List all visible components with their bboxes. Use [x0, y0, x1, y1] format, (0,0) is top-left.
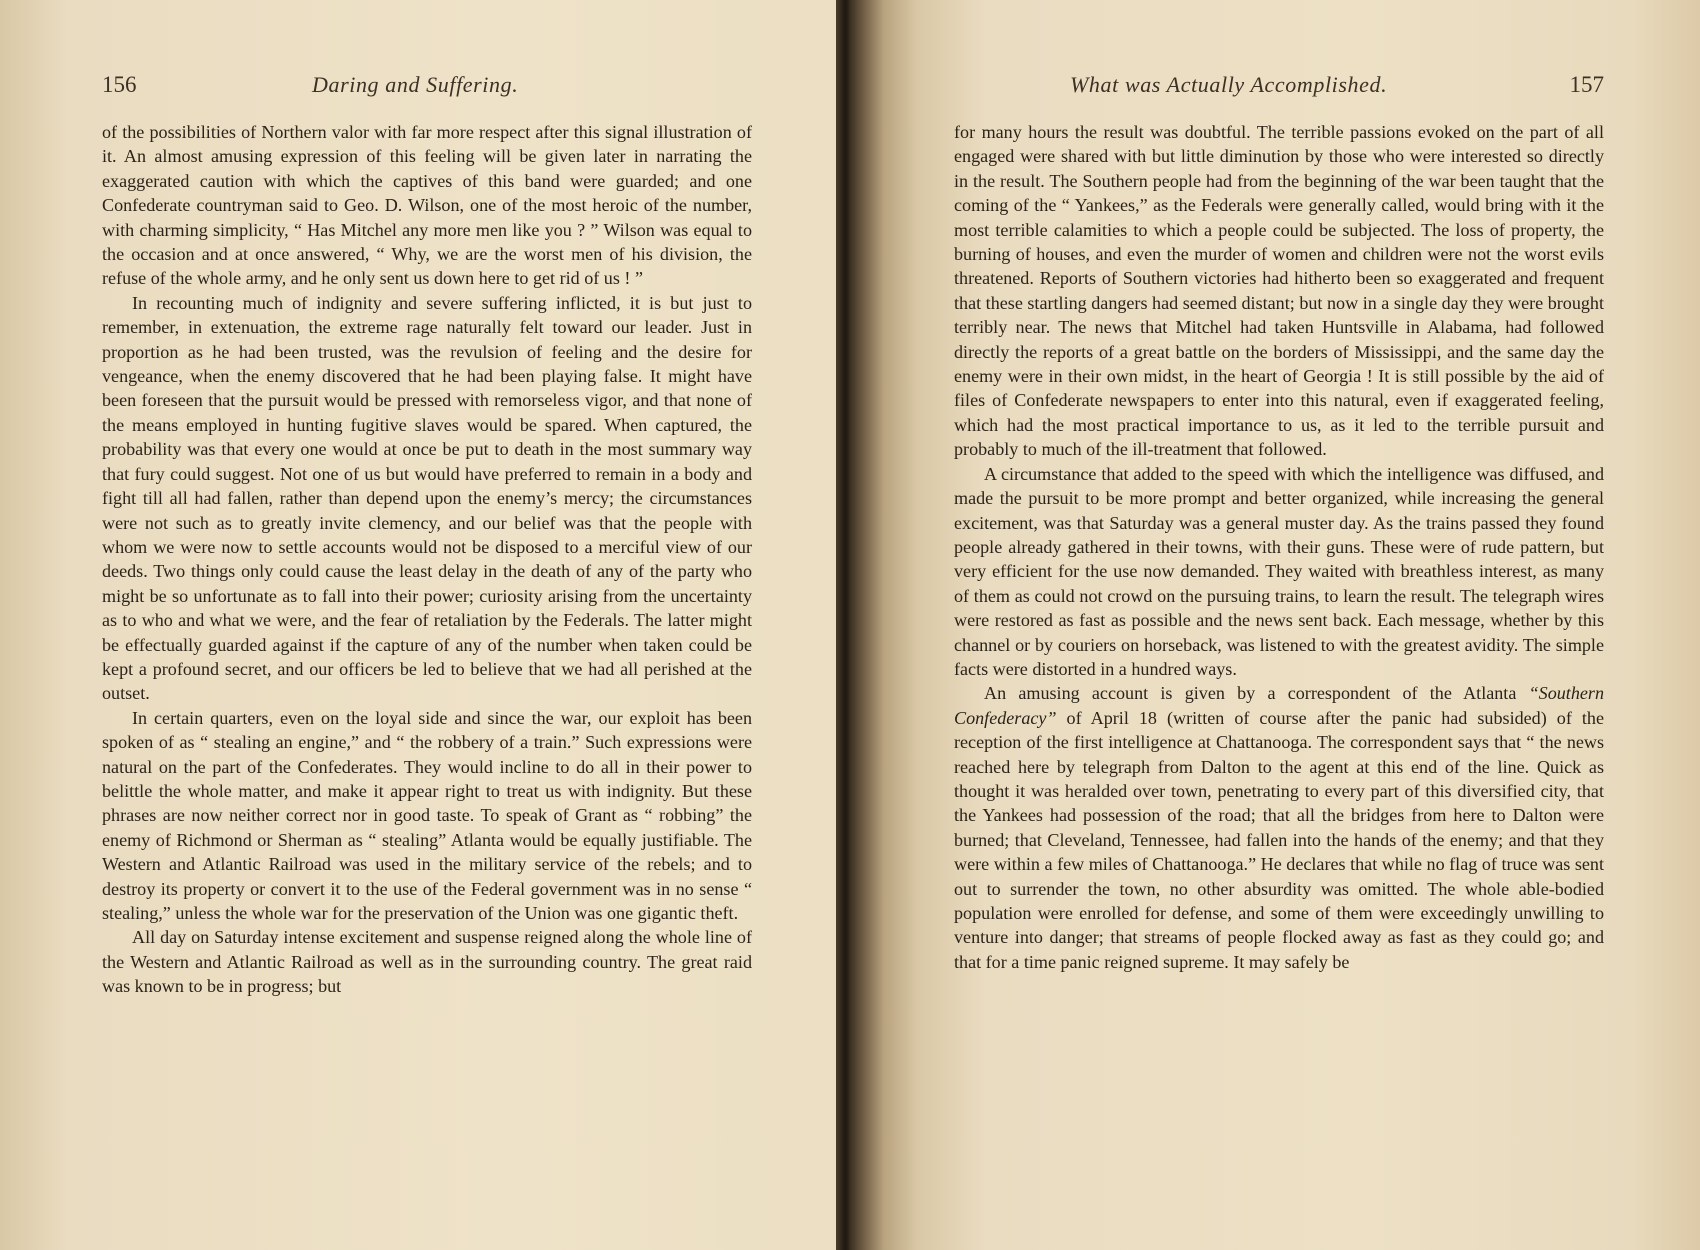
right-paragraph-3-start: An amusing account is given by a correspondent of the Atlanta	[984, 683, 1529, 704]
left-body-text	[102, 120, 752, 999]
right-paragraph-2: A circumstance that added to the speed with which the intelligence was diffused, and made the pursuit to be more prompt and better organized, while increasing the general excitement, was that Saturday was a general muster day. As the trains passed they found people already gathered in their towns, with their guns. These were of rude pattern, but very efficient for the use now demanded. They waited with breathless interest, as many of them as could not crowd on the pursuing trains, to learn the result. The telegraph wires were restored as fast as possible and the news sent back. Each message, whether by this channel or by couriers on horseback, was listened to with the greatest avidity. The simple facts were distorted in a hundred ways.	[954, 463, 1604, 679]
right-page-number: 157	[1569, 72, 1604, 97]
left-paragraph-3: In certain quarters, even on the loyal side and since the war, our exploit has been spoken of as “ stealing an engine,” and “ the robbery of a train.” Such expressions were natural on the part of the Confederates. They would incline to do all in their power to belittle the whole matter, and make it appear right to treat us with indignity. But these phrases are now neither correct nor in good taste. To speak of Grant as “ robbing” the enemy of Richmond or Sherman as “ stealing” Atlanta would be equally justifiable. The Western and Atlantic Railroad was used in the military service of the rebels; and to destroy its property or convert it to the use of the Federal government was in no sense “ stealing,” unless the whole war for the preservation of the Union was one gigantic theft.	[102, 707, 752, 923]
left-paragraph-4: All day on Saturday intense excitement and suspense reigned along the whole line of the Western and Atlantic Railroad as well as in the surrounding country. The great raid was known to be in progress; but	[102, 927, 752, 997]
left-page	[0, 0, 842, 1250]
right-body-text	[954, 120, 1604, 974]
newspaper-title: “Southern Confederacy”	[954, 683, 1604, 728]
left-running-title: Daring and Suffering.	[312, 72, 519, 97]
right-running-title: What was Actually Accomplished.	[1070, 72, 1388, 97]
right-paragraph-3	[954, 681, 1604, 974]
left-running-head	[102, 72, 752, 112]
left-paragraph-2: In recounting much of indignity and severe suffering inflicted, it is but just to remember, in extenuation, the extreme rage naturally felt toward our leader. Just in proportion as he had been trusted, was the revulsion of feeling and the desire for vengeance, when the enemy discovered that he had been playing false. It might have been foreseen that the pursuit would be pressed with remorseless vigor, and that none of the means employed in hunting fugitive slaves would be spared. When captured, the probability was that every one would at once be put to death in the most summary way that fury could suggest. Not one of us but would have preferred to remain in a body and fight till all had fallen, rather than depend upon the enemy’s mercy; the circumstances were not such as to greatly invite clemency, and our belief was that the people with whom we were now to settle accounts would not be disposed to a merciful view of our deeds. Two things only could cause the least delay in the death of any of the party who might be so unfortunate as to fall into their power; curiosity arising from the uncertainty as to who and what we were, and the fear of retaliation by the Federals. The latter might be effectually guarded against if the capture of any of the number when taken could be kept a profound secret, and our officers be led to believe that we had all perished at the outset.	[102, 292, 752, 704]
left-paragraph-1: of the possibilities of Northern valor with far more respect after this signal illustration of it. An almost amusing expression of this feeling will be given later in narrating the exaggerated caution with which the captives of this band were guarded; and one Confederate countryman said to Geo. D. Wilson, one of the most heroic of the number, with charming simplicity, “ Has Mitchel any more men like you ? ” Wilson was equal to the occasion and at once answered, “ Why, we are the worst men of his division, the refuse of the whole army, and he only sent us down here to get rid of us ! ”	[102, 122, 752, 289]
right-paragraph-3-rest: of April 18 (written of course after the panic had subsided) of the reception of the first intelligence at Chattanooga. The correspondent says that “ the news reached here by telegraph from Dalton to the agent at this end of the line. Quick as thought it was heralded over town, penetrating to every part of this diversified city, that the Yankees had possession of the road; that all the bridges from here to Dalton were burned; that Cleveland, Tennessee, had fallen into the hands of the enemy; and that they were within a few miles of Chattanooga.” He declares that while no flag of truce was sent out to surrender the town, no other absurdity was omitted. The whole able-bodied population were enrolled for defense, and some of them were exceedingly unwilling to venture into danger; that streams of people flocked away as fast as they could go; and that for a time panic reigned supreme. It may safely be	[954, 707, 1604, 972]
right-running-head	[954, 72, 1604, 112]
right-paragraph-1: for many hours the result was doubtful. The terrible passions evoked on the part of all engaged were shared with but little diminution by those who were interested so directly in the result. The Southern people had from the beginning of the war been taught that the coming of the “ Yankees,” as the Federals were generally called, would bring with it the most terrible calamities to which a people could be subjected. The loss of property, the burning of houses, and even the murder of women and children were not the worst evils threatened. Reports of Southern victories had hitherto been so exaggerated and frequent that these startling dangers had seemed distant; but now in a single day they were brought terribly near. The news that Mitchel had taken Huntsville in Alabama, had followed directly the reports of a great battle on the borders of Mississippi, and the same day the enemy were in their own midst, in the heart of Georgia ! It is still possible by the aid of files of Confederate newspapers to enter into this natural, even if exaggerated feeling, which had the most practical importance to us, as it led to the terrible pursuit and probably to much of the ill-treatment that followed.	[954, 122, 1604, 460]
right-page	[850, 0, 1700, 1250]
left-page-number: 156	[102, 72, 137, 97]
